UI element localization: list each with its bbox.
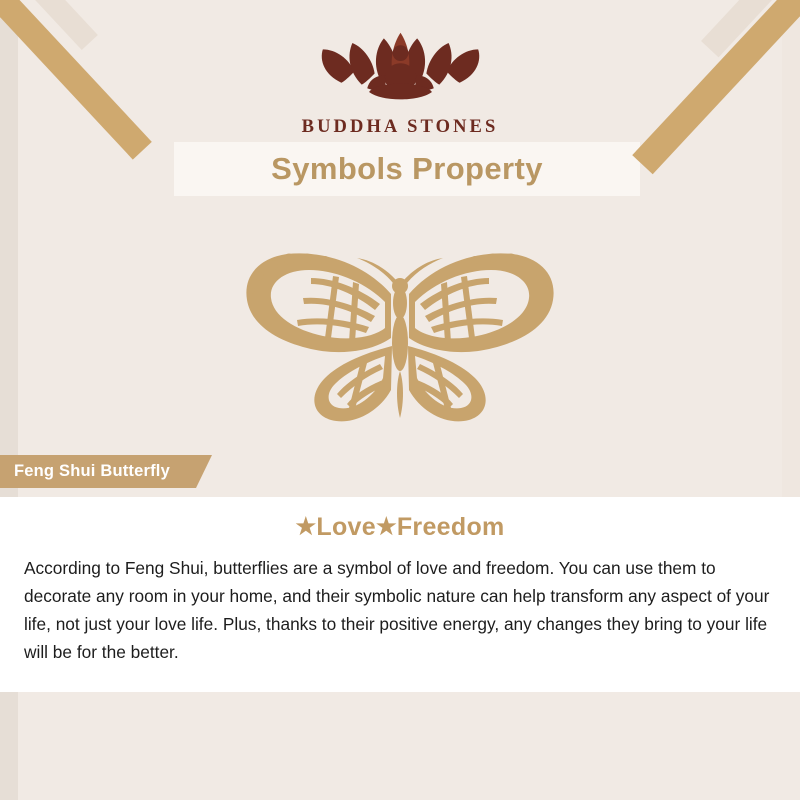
bottom-left-strip	[0, 692, 18, 800]
page-title-bar	[174, 142, 640, 196]
subtitle-love: Love	[316, 513, 376, 541]
description-paragraph: According to Feng Shui, butterflies are a symbol of love and freedom. You can use them to decorate any room in your home, and their symbolic nature can help transform any aspect of your life, not just your love life. Plus, thanks to their positive energy, any changes they bring to your life will be for the better.	[24, 558, 770, 663]
illustration-container	[18, 228, 782, 443]
star-icon-left: ★	[295, 513, 317, 539]
page-title: Symbols Property	[271, 151, 543, 186]
star-icon-middle: ★	[375, 513, 397, 539]
section-subtitle	[0, 513, 800, 542]
brand-name: BUDDHA STONES	[301, 117, 499, 137]
feng-shui-ribbon-label	[0, 455, 196, 488]
butterfly-icon	[225, 228, 575, 443]
lotus-meditation-figure-icon	[308, 18, 493, 116]
ribbon-label-text: Feng Shui Butterfly	[14, 462, 170, 480]
bottom-background	[0, 692, 800, 800]
description-block	[0, 497, 800, 692]
subtitle-freedom: Freedom	[396, 513, 505, 541]
